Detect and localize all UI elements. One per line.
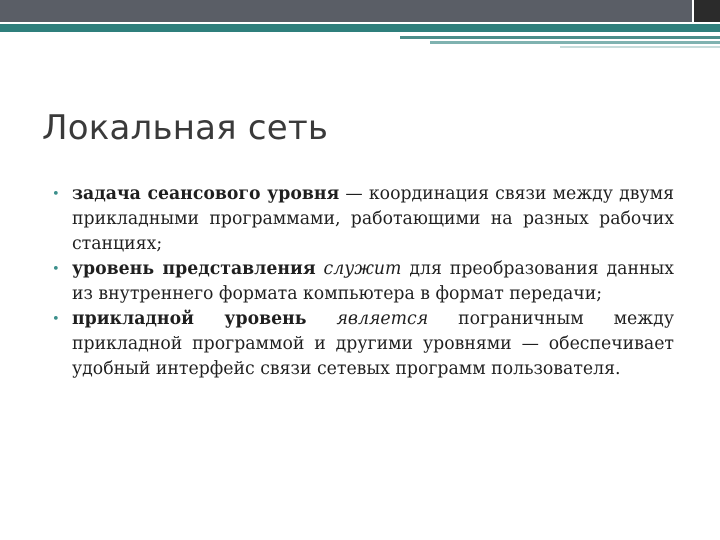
list-item (52, 257, 674, 307)
item-term: прикладной уровень (72, 309, 307, 329)
item-text: пограничным между прикладной программой и другими уровнями — обеспечивает удобный интерфейс связи сетевых программ пользователя. (72, 309, 674, 379)
item-connector: служит (315, 259, 410, 279)
bullet-dot-icon: • (52, 312, 60, 327)
bullet-dot-icon: • (52, 262, 60, 277)
accent-line (0, 24, 720, 32)
slide-title: Локальная сеть (42, 108, 329, 148)
list-item (52, 307, 674, 382)
accent-line-4 (560, 46, 720, 48)
item-connector: — (339, 184, 369, 204)
item-term: уровень представления (72, 259, 316, 279)
item-connector: является (306, 309, 459, 329)
list-item (52, 182, 674, 257)
item-text: координация связи между двумя прикладными программами, работающими на разных рабочих станциях; (72, 184, 674, 254)
item-text: для преобразования данных из внутреннего формата компьютера в формат передачи; (72, 259, 674, 304)
bullet-dot-icon: • (52, 187, 60, 202)
top-bar (0, 0, 720, 22)
item-term: задача сеансового уровня (72, 184, 340, 204)
accent-line-3 (430, 41, 720, 44)
accent-line-2 (400, 36, 720, 39)
bullet-list (52, 182, 674, 382)
top-bar-corner (694, 0, 720, 22)
